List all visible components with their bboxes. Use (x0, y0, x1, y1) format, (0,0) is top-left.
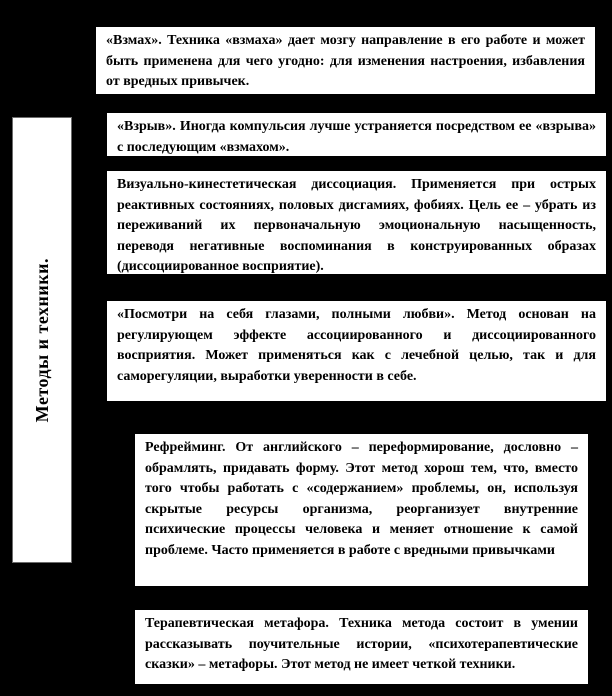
method-box-look-at-yourself-with-love (105, 299, 608, 403)
method-box-visual-kinesthetic-dissociation (105, 169, 608, 276)
sidebar-vertical-label: Методы и техники. (31, 257, 52, 423)
method-text-reframing: Рефрейминг. От английского – переформирование, дословно – обрамлять, придавать форму. Этот метод хорош тем, что, вместо того чтобы работать с «содержанием» проблемы, он, используя скрытые ресурсы организма, реорганизует внутренние психические процессы человека и меняет отношение к самой проблеме. Часто применяется в работе с вредными привычками (145, 440, 578, 558)
method-box-reframing (133, 432, 590, 588)
method-box-therapeutic-metaphor (133, 608, 590, 686)
method-text-vzmakh: «Взмах». Техника «взмаха» дает мозгу направление в его работе и может быть применена для чего угодно: для изменения настроения, избавления от вредных привычек. (106, 33, 585, 89)
method-text-look-at-yourself: «Посмотри на себя глазами, полными любви». Метод основан на регулирующем эффекте ассоциированного и диссоциированного восприятия. Может применяться как с лечебной целью, так и для саморегуляции, выработки уверенности в себе. (117, 307, 596, 384)
method-text-vzryv: «Взрыв». Иногда компульсия лучше устраняется посредством ее «взрыва» с последующим «взмахом». (117, 119, 596, 155)
method-box-vzmakh (94, 25, 597, 96)
method-text-therapeutic-metaphor: Терапевтическая метафора. Техника метода состоит в умении рассказывать поучительные истории, «психотерапевтические сказки» – метафоры. Этот метод не имеет четкой техники. (145, 616, 578, 672)
method-text-dissociation: Визуально-кинестетическая диссоциация. Применяется при острых реактивных состояниях, половых дисгамиях, фобиях. Цель ее – убрать из переживаний их первоначальную эмоциональную насыщенность, переводя негативные воспоминания в конструированных образах (диссоциированное восприятие). (117, 177, 596, 274)
method-box-vzryv (105, 111, 608, 158)
sidebar-methods-box (12, 117, 72, 563)
